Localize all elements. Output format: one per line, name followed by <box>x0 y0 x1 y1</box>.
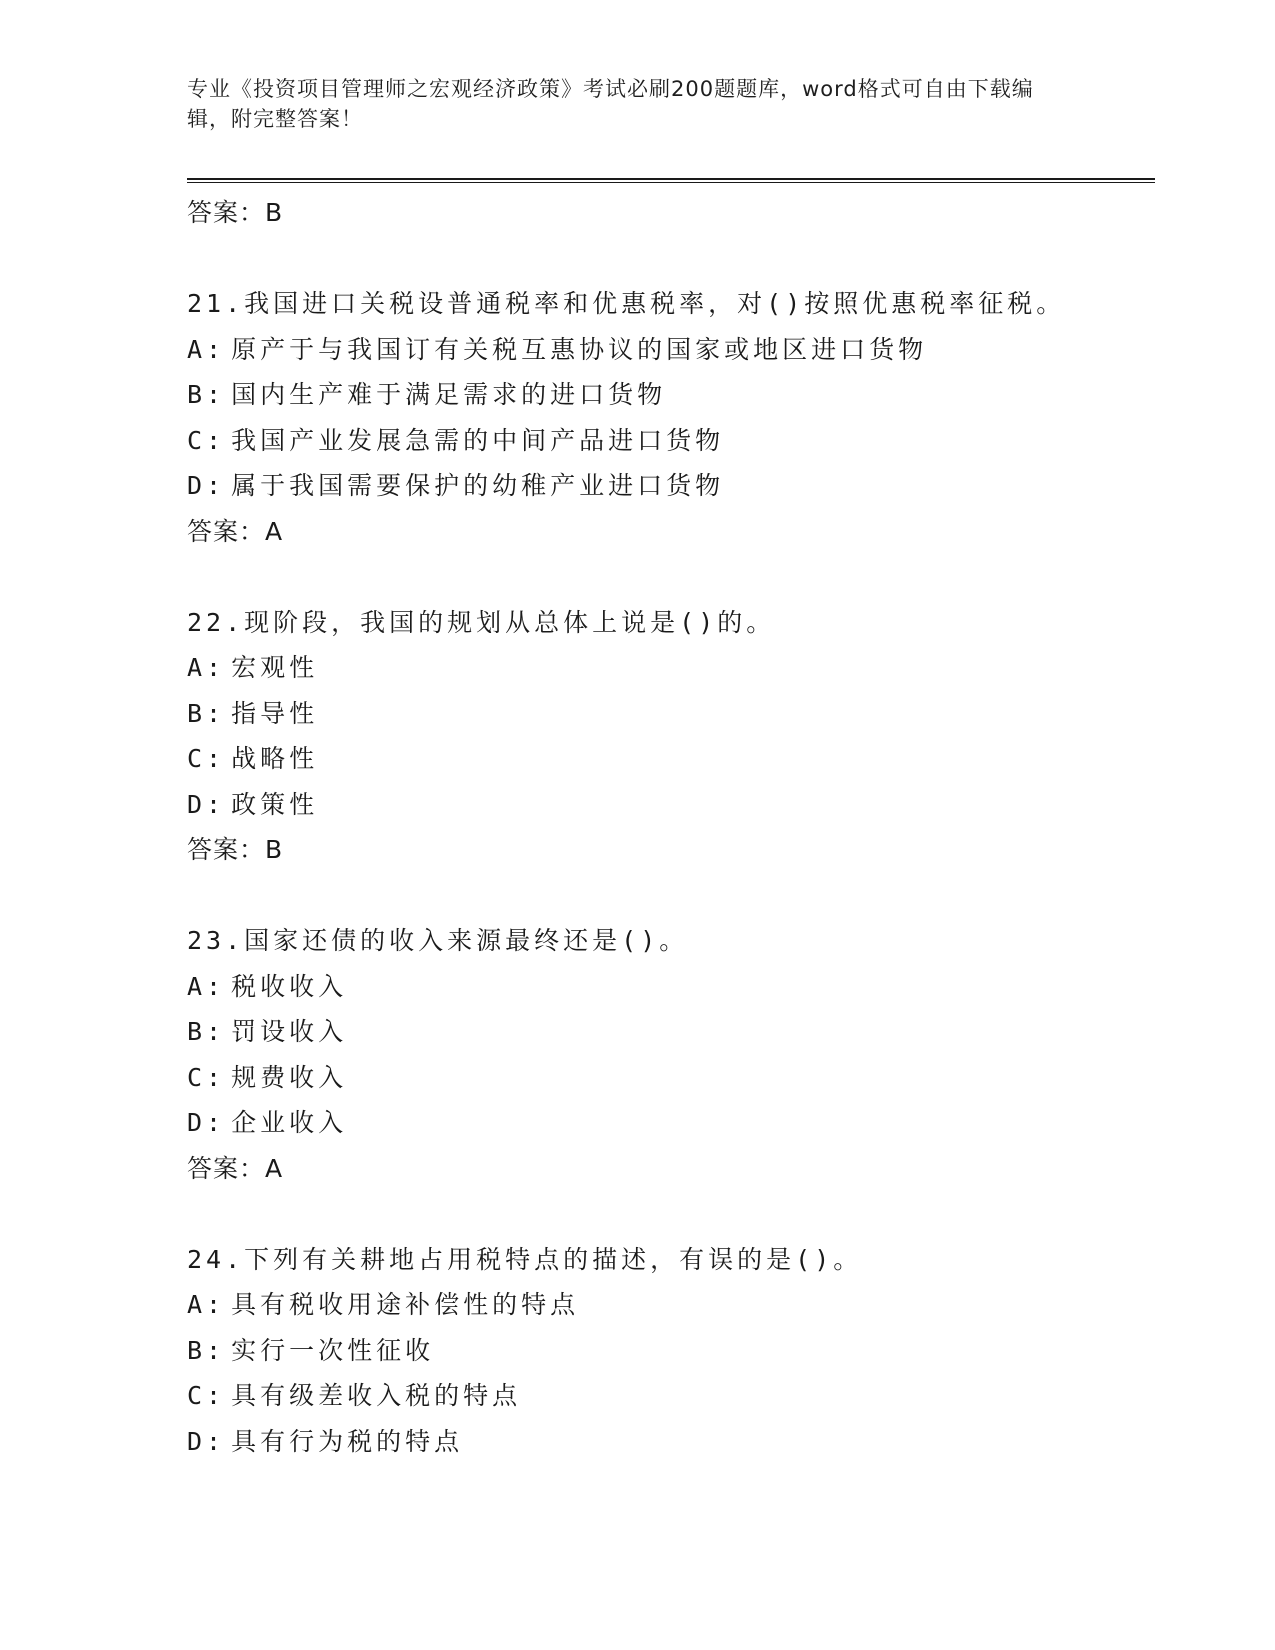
option-b <box>187 1328 1155 1374</box>
option-b <box>187 372 1155 418</box>
option-letter: A: <box>187 334 226 364</box>
question-block <box>187 918 1155 1192</box>
option-text: 属于我国需要保护的幼稚产业进口货物 <box>231 471 725 500</box>
answer-line <box>187 190 1155 236</box>
option-text: 罚设收入 <box>231 1017 348 1046</box>
question-block <box>187 1237 1155 1465</box>
block-gap <box>187 236 1155 281</box>
option-letter: D: <box>187 1108 226 1137</box>
question-block <box>187 600 1155 874</box>
header-divider-top <box>187 178 1155 180</box>
option-text: 具有税收用途补偿性的特点 <box>231 1290 580 1319</box>
answer-label: 答案： <box>187 198 266 227</box>
option-text: 原产于与我国订有关税互惠协议的国家或地区进口货物 <box>231 334 928 364</box>
option-text: 我国产业发展急需的中间产品进口货物 <box>231 425 725 455</box>
option-c <box>187 736 1155 782</box>
option-letter: C: <box>187 425 226 455</box>
option-letter: D: <box>187 471 226 500</box>
option-text: 税收收入 <box>231 971 348 1001</box>
option-letter: A: <box>187 653 226 682</box>
header-divider-bottom <box>187 182 1155 183</box>
option-letter: D: <box>187 1426 226 1456</box>
option-letter: C: <box>187 1381 226 1410</box>
option-text: 战略性 <box>231 744 319 773</box>
option-c <box>187 1055 1155 1101</box>
question-stem: 23.国家还债的收入来源最终还是()。 <box>187 926 689 955</box>
answer-line: 答案：A <box>187 1153 284 1183</box>
option-letter: B: <box>187 380 226 409</box>
option-text: 政策性 <box>231 789 319 819</box>
option-d <box>187 463 1155 509</box>
option-d <box>187 1100 1155 1146</box>
answer-line: 答案：B <box>187 835 284 864</box>
option-b <box>187 1009 1155 1055</box>
question-stem: 22.现阶段，我国的规划从总体上说是()的。 <box>187 607 776 637</box>
option-b <box>187 691 1155 737</box>
document-header: 专业《投资项目管理师之宏观经济政策》考试必刷200题题库，word格式可自由下载编辑，附完整答案！ <box>187 77 1034 131</box>
option-letter: C: <box>187 1062 226 1092</box>
answer-line: 答案：A <box>187 516 284 546</box>
question-stem: 21.我国进口关税设普通税率和优惠税率，对()按照优惠税率征税。 <box>187 289 1066 318</box>
option-text: 实行一次性征收 <box>231 1335 435 1365</box>
option-text: 指导性 <box>231 698 319 728</box>
answer-value: B <box>265 198 284 227</box>
option-text: 规费收入 <box>231 1062 348 1092</box>
option-letter: B: <box>187 1017 226 1046</box>
option-letter: A: <box>187 971 226 1001</box>
option-letter: D: <box>187 789 226 819</box>
question-list <box>187 190 1155 1464</box>
block-gap <box>187 873 1155 918</box>
option-letter: B: <box>187 698 226 728</box>
option-a <box>187 327 1155 373</box>
block-gap <box>187 555 1155 600</box>
option-a <box>187 964 1155 1010</box>
block-gap <box>187 1192 1155 1237</box>
option-letter: B: <box>187 1335 226 1365</box>
option-d <box>187 782 1155 828</box>
option-text: 宏观性 <box>231 653 319 682</box>
question-stem: 24.下列有关耕地占用税特点的描述，有误的是()。 <box>187 1244 863 1274</box>
question-block <box>187 281 1155 555</box>
option-a <box>187 1282 1155 1328</box>
option-c <box>187 1373 1155 1419</box>
option-d <box>187 1419 1155 1465</box>
option-text: 具有级差收入税的特点 <box>231 1381 522 1410</box>
option-c <box>187 418 1155 464</box>
option-a <box>187 645 1155 691</box>
option-letter: C: <box>187 744 226 773</box>
option-letter: A: <box>187 1290 226 1319</box>
option-text: 具有行为税的特点 <box>231 1426 464 1456</box>
option-text: 国内生产难于满足需求的进口货物 <box>231 380 667 409</box>
option-text: 企业收入 <box>231 1108 348 1137</box>
